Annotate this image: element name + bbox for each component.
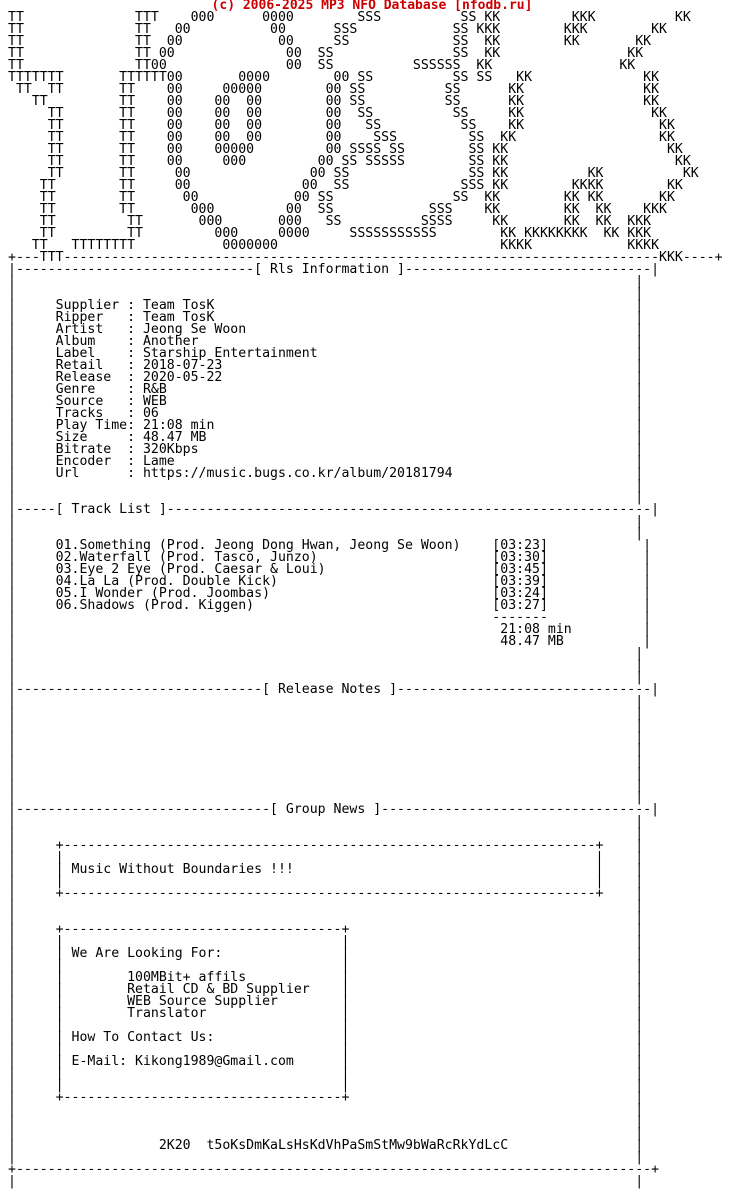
nfo-page [8, 0, 736, 1188]
nfodb-credit-link[interactable]: (c) 2006-2025 MP3 NFO Database [nfodb.ru] [211, 0, 533, 13]
nfo-text-art: TT TTT 000 0000 SSS SS KK KKK KK TT TT 00 00 SSS SS KKK KKK KK TT TT 00 00 SS SS KK KK KK TT TT 00 00 SS SS KK KK TT TT00 00 SS SSSSSS KK KK TTTTTTT TTTTTT00 0000 00 SS SS SS KK KK TT TT TT 00 00000 00 SS SS KK KK TT TT 00 00 00 00 SS SS KK KK TT TT 00 00 00 00 SS SS KK KK TT TT 00 00 00 00 SS SS KK KK TT TT 00 00 00 00 SSS SS KK KK TT TT 00 00000 00 SSSS SS SS KK KK TT TT 00 000 00 SS SSSSS SS KK KK TT TT 00 00 SS SS KK KK KK TT TT 00 00 SS SSS KK KKKK KK TT TT 00 00 SS SS KK KK KK KK TT TT 000 00 SS SSS KK KK KK KKK TT TT 000 000 SS SSSS KK KK KK KKK TT TT 000 0000 SSSSSSSSSSS KK KKKKKKKK KK KKK TT TTTTTTTT 0000000 KKKK KKKK +---TTT---------------------------------------------------------------------------KKK----+ |------------------------------[ Rls Information ]-------------------------------| | | | | | Supplier : Team TosK | | Ripper : Team TosK | | Artist : Jeong Se Woon | | Album : Another | | Label : Starship Entertainment | | Retail : 2018-07-23 | | Release : 2020-05-22 | | Genre : R&B | | Source : WEB | | Tracks : 06 | | Play Time: 21:08 min | | Size : 48.47 MB | | Bitrate : 320Kbps | | Encoder : Lame | | Url : https://music.bugs.co.kr/album/20181794 | | | | | |-----[ Track List ]-------------------------------------------------------------| | | | | | 01.Something (Prod. Jeong Dong Hwan, Jeong Se Woon) [03:23] | | 02.Waterfall (Prod. Tasco, Junzo) [03:30] | | 03.Eye 2 Eye (Prod. Caesar & Loui) [03:45] | | 04.La La (Prod. Double Kick) [03:39] | | 05.I Wonder (Prod. Joombas) [03:24] | | 06.Shadows (Prod. Kiggen) [03:27] | | ------- | | 21:08 min | | 48.47 MB | | | | | | | |-------------------------------[ Release Notes ]--------------------------------| | | | | | | | | | | | | | | | | | | |--------------------------------[ Group News ]----------------------------------| | | | | | +-------------------------------------------------------------------+ | | | | | | | Music Without Boundaries !!! | | | | | | | +-------------------------------------------------------------------+ | | | | | | +-----------------------------------+ | | | | | | | We Are Looking For: | | | | | | | | 100MBit+ affils | | | | Retail CD & BD Supplier | | | | WEB Source Supplier | | | | Translator | | | | | | | | How To Contact Us: | | | | | | | | E-Mail: Kikong1989@Gmail.com | | | | | | | | | | | +-----------------------------------+ | | | | | | | | 2K20 t5oKsDmKaLsHsKdVhPaSmStMw9bWaRcRkYdLcC | | | +--------------------------------------------------------------------------------+ | | [8, 10, 723, 1189]
